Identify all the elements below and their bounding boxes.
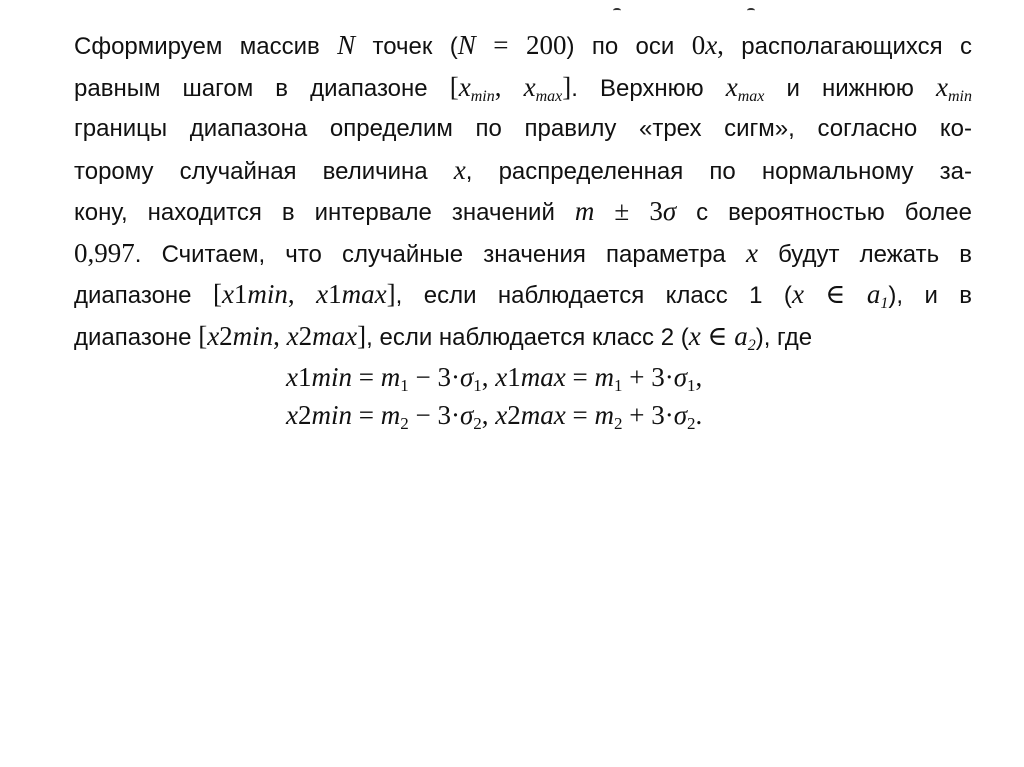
math-text: 0,997	[74, 237, 135, 268]
text-run: диапазоне	[74, 323, 199, 351]
text-run: , распределенная по нормальному за-	[465, 157, 972, 185]
math-subscript: max	[535, 87, 563, 105]
math-text: ,	[273, 320, 287, 351]
text-run: и нижнюю	[764, 74, 937, 102]
body-paragraph	[74, 25, 972, 357]
text-run: ), и в	[888, 282, 973, 309]
math-text: .	[695, 400, 703, 430]
math-text: ,	[481, 400, 496, 430]
math-subscript: 2	[613, 414, 623, 433]
math-variable: m	[380, 362, 401, 392]
math-subscript: max	[737, 87, 765, 105]
math-text: ]	[386, 279, 396, 309]
math-text: − 3·	[408, 400, 460, 430]
math-variable: min	[232, 320, 274, 351]
math-variable: m	[380, 400, 401, 430]
math-text: ,	[695, 362, 703, 392]
math-text: ]	[357, 320, 367, 351]
math-text: =	[351, 362, 381, 392]
math-variable: m	[594, 400, 614, 430]
math-subscript: 2	[400, 414, 409, 433]
math-subscript: 2	[473, 414, 482, 433]
math-variable: x	[523, 71, 536, 102]
math-subscript: 1	[473, 376, 482, 395]
math-variable: x	[495, 400, 508, 430]
paragraph-line-8	[74, 316, 972, 358]
math-text: 1	[297, 362, 312, 392]
math-variable: σ	[673, 400, 688, 430]
text-run: равным шагом в диапазоне	[74, 74, 450, 102]
math-text: − 3·	[408, 362, 460, 392]
math-variable: min	[311, 362, 352, 392]
math-text: 2	[298, 320, 313, 351]
math-variable: a	[866, 279, 881, 309]
math-subscript: 1	[613, 376, 623, 395]
text-run: , если наблюдается класс 2 (	[366, 323, 689, 351]
math-text: 2	[219, 320, 233, 351]
math-subscript: 1	[687, 376, 696, 395]
math-variable: m	[574, 196, 595, 226]
math-text: =	[565, 400, 595, 430]
math-text: [	[449, 71, 459, 102]
math-variable: x	[453, 154, 466, 185]
text-run: точек (	[355, 33, 458, 60]
math-text: ,	[481, 362, 496, 392]
math-subscript: min	[948, 87, 972, 105]
math-variable: σ	[459, 400, 474, 430]
math-variable: x	[286, 400, 298, 430]
paragraph-line-1	[74, 25, 972, 67]
formula-line-1	[0, 358, 1024, 396]
math-text: [	[212, 279, 222, 309]
math-variable: x	[458, 71, 471, 102]
math-variable: x	[221, 279, 234, 309]
math-variable: max	[341, 279, 387, 309]
math-variable: max	[520, 362, 566, 392]
math-variable: x	[791, 279, 804, 309]
text-run: . Считаем, что случайные значения параметра	[134, 240, 746, 268]
paragraph-line-6	[74, 233, 972, 275]
math-variable: x	[705, 30, 718, 60]
paragraph-line-7	[74, 274, 972, 316]
math-text: + 3·	[622, 362, 674, 392]
math-text: ± 3	[594, 196, 663, 226]
math-text: 1	[507, 362, 521, 392]
text-run: кону, находится в интервале значений	[74, 199, 575, 226]
math-text: 0	[691, 30, 706, 60]
paragraph-line-5	[74, 191, 972, 233]
math-variable: x	[688, 320, 701, 351]
text-run: ) по оси	[566, 33, 692, 60]
math-text: [	[198, 320, 208, 351]
text-run: диапазоне	[74, 282, 213, 309]
math-variable: σ	[673, 362, 688, 392]
paragraph-line-4	[74, 150, 972, 192]
math-variable: x	[316, 279, 329, 309]
math-variable: max	[312, 320, 358, 351]
math-variable: x	[207, 320, 220, 351]
text-run: , если наблюдается класс 1 (	[395, 282, 792, 309]
math-text: ∈	[803, 279, 867, 309]
text-run: с вероятностью более	[676, 199, 972, 226]
math-subscript: 2	[747, 336, 756, 354]
math-subscript: 1	[400, 376, 409, 395]
math-variable: min	[311, 400, 352, 430]
math-subscript: 1	[880, 295, 889, 312]
math-variable: N	[457, 30, 476, 60]
formula-line-2	[0, 396, 1024, 434]
math-text: ,	[494, 71, 524, 102]
math-text: ,	[717, 30, 724, 60]
math-variable: σ	[662, 196, 677, 226]
math-subscript: min	[470, 87, 495, 105]
text-run: будут лежать в	[757, 240, 972, 268]
math-variable: m	[594, 362, 614, 392]
math-variable: x	[495, 362, 508, 392]
text-run: торому случайная величина	[74, 157, 454, 185]
math-variable: x	[286, 320, 299, 351]
math-text: 1	[328, 279, 342, 309]
math-text: 2	[297, 400, 312, 430]
formula-block	[0, 358, 1024, 434]
text-run: ), где	[755, 323, 813, 351]
math-variable: x	[725, 71, 738, 102]
text-run: располагающихся с	[723, 33, 972, 60]
math-variable: max	[520, 400, 566, 430]
math-variable: x	[286, 362, 298, 392]
text-run: . Верхнюю	[571, 74, 726, 102]
math-text: =	[351, 400, 381, 430]
math-text: 1	[233, 279, 248, 309]
math-text: ]	[562, 71, 572, 102]
math-variable: σ	[459, 362, 474, 392]
math-subscript: 2	[687, 414, 696, 433]
math-text: =	[565, 362, 595, 392]
math-text: ,	[287, 279, 317, 309]
math-text: = 200	[475, 30, 567, 60]
math-variable: a	[734, 320, 748, 351]
text-run: Сформируем массив	[74, 33, 338, 60]
math-variable: x	[745, 237, 758, 268]
top-edge-mark	[747, 8, 755, 13]
math-variable: min	[247, 279, 288, 309]
math-text: 2	[507, 400, 521, 430]
math-variable: N	[337, 30, 356, 60]
math-variable: x	[936, 71, 948, 102]
math-text: + 3·	[622, 400, 674, 430]
math-text: ∈	[700, 320, 735, 351]
paragraph-line-3: границы диапазона определим по правилу «трех сигм», согласно ко-	[74, 115, 972, 142]
top-edge-mark	[613, 8, 621, 13]
paragraph-line-2	[74, 67, 972, 109]
